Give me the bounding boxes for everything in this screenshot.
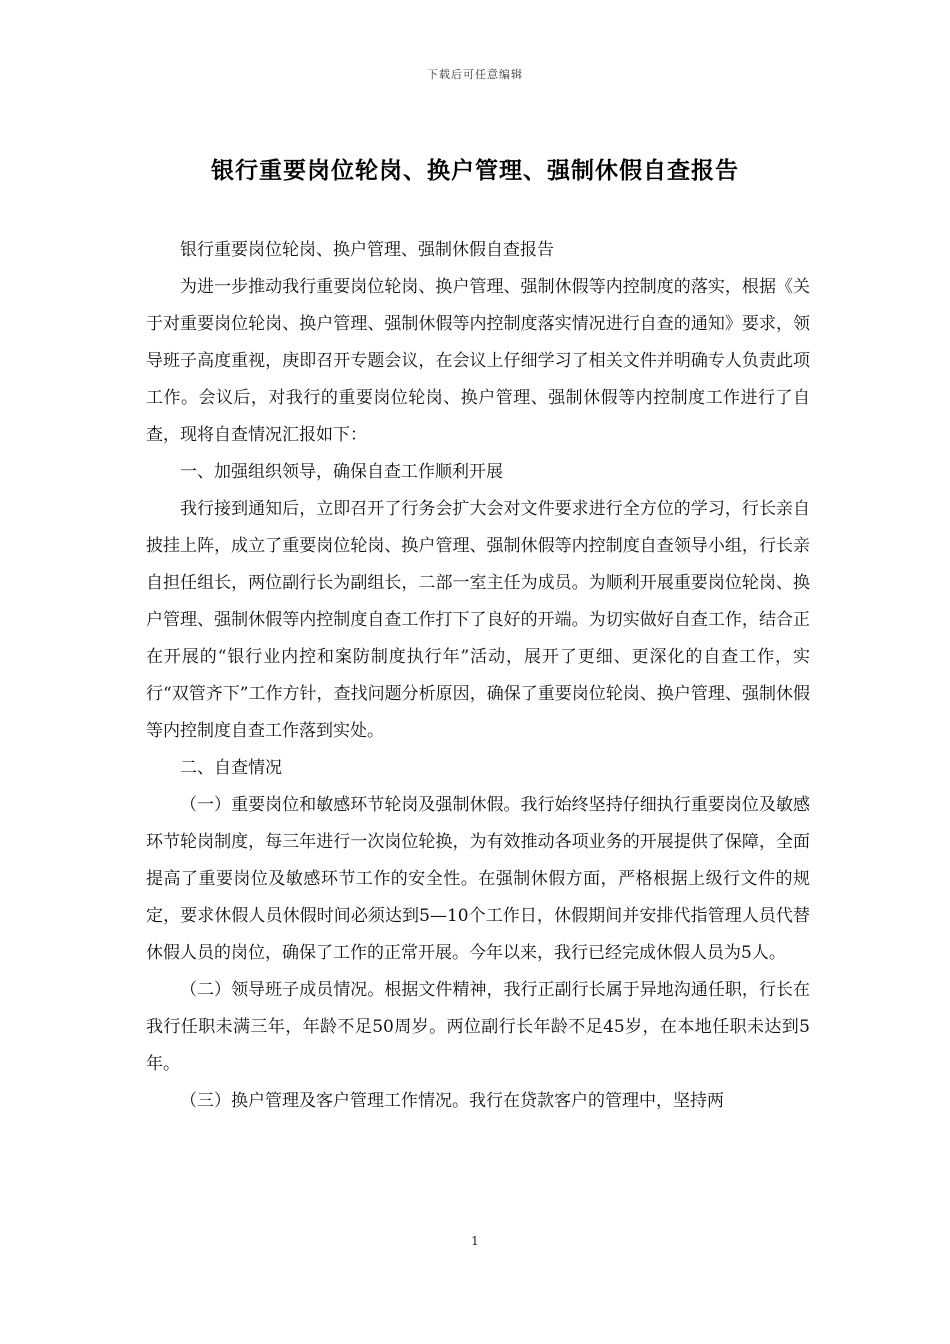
paragraph-subtitle: 银行重要岗位轮岗、换户管理、强制休假自查报告	[180, 240, 554, 260]
paragraph-section-1: 我行接到通知后，立即召开了行务会扩大会对文件要求进行全方位的学习，行长亲自披挂上阵，成立了重要岗位轮岗、换户管理、强制休假等内控制度自查领导小组，行长亲自担任组长，两位副行长为副组长，二部一室主任为成员。为顺利开展重要岗位轮岗、换户管理、强制休假等内控制度自查工作打下了良好的开端。为切实做好自查工作，结合正在开展的“银行业内控和案防制度执行年”活动，展开了更细、更深化的自查工作，实行“双管齐下”工作方针，查找问题分析原因，确保了重要岗位轮岗、换户管理、强制休假等内控制度自查工作落到实处。	[146, 499, 810, 741]
section-heading-1: 一、加强组织领导，确保自查工作顺利开展	[180, 462, 503, 482]
header-note: 下载后可任意编辑	[427, 68, 523, 81]
paragraph-item-3: （三）换户管理及客户管理工作情况。我行在贷款客户的管理中，坚持两	[180, 1091, 724, 1111]
document-title: 银行重要岗位轮岗、换户管理、强制休假自查报告	[211, 157, 739, 184]
paragraph-item-1: （一）重要岗位和敏感环节轮岗及强制休假。我行始终坚持仔细执行重要岗位及敏感环节轮岗制度，每三年进行一次岗位轮换，为有效推动各项业务的开展提供了保障，全面提高了重要岗位及敏感环节工作的安全性。在强制休假方面，严格根据上级行文件的规定，要求休假人员休假时间必须达到5—10个工作日，休假期间并安排代指管理人员代替休假人员的岗位，确保了工作的正常开展。今年以来，我行已经完成休假人员为5人。	[146, 795, 810, 963]
document-body	[146, 232, 810, 1120]
paragraph-item-2: （二）领导班子成员情况。根据文件精神，我行正副行长属于异地沟通任职，行长在我行任职未满三年，年龄不足50周岁。两位副行长年龄不足45岁，在本地任职未达到5年。	[146, 980, 810, 1074]
page-number: 1	[471, 1234, 479, 1248]
section-heading-2: 二、自查情况	[180, 758, 282, 778]
paragraph-intro: 为进一步推动我行重要岗位轮岗、换户管理、强制休假等内控制度的落实，根据《关于对重要岗位轮岗、换户管理、强制休假等内控制度落实情况进行自查的通知》要求，领导班子高度重视，庚即召开专题会议，在会议上仔细学习了相关文件并明确专人负责此项工作。会议后，对我行的重要岗位轮岗、换户管理、强制休假等内控制度工作进行了自查，现将自查情况汇报如下：	[146, 277, 810, 445]
